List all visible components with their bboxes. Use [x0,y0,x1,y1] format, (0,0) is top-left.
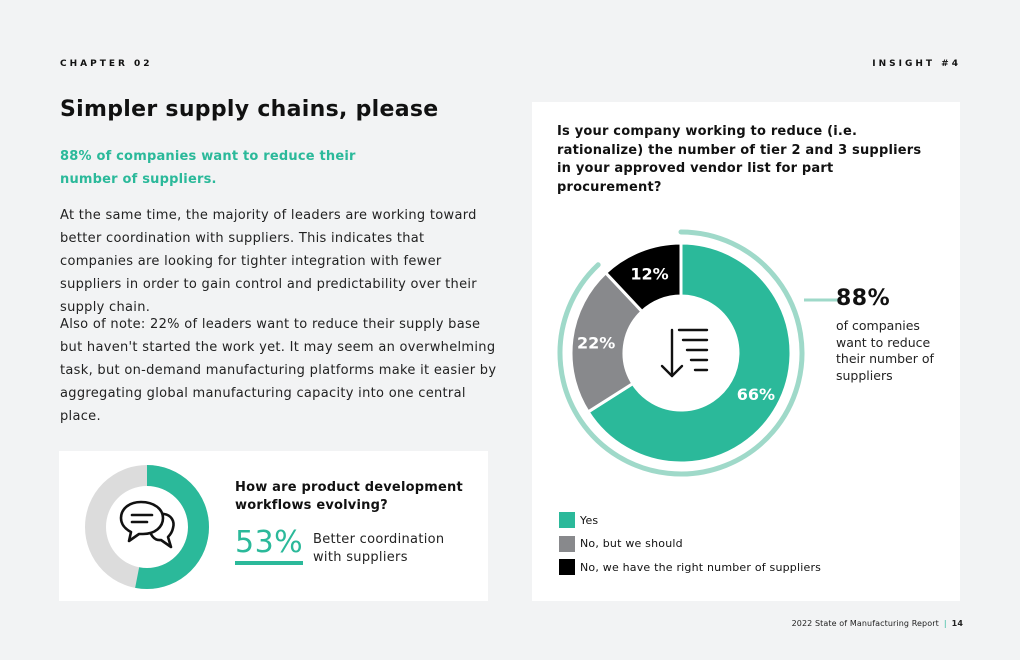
chart-legend [559,512,821,583]
body-paragraph-1: At the same time, the majority of leaders are working toward better coordination with suppliers. This indicates that companies are looking for tighter integration with fewer suppliers in order to gain control and predictability over their supply chain. [60,208,477,315]
supplier-chart-card [532,102,960,601]
slice-no-right-number-label: 12% [630,264,669,284]
chat-bubbles-icon [121,502,174,547]
donut-slices [571,243,791,463]
mini-donut-chart [85,465,209,589]
callout-text: of companies want to reduce their number of suppliers [836,318,934,383]
workflow-label: Better coordination with suppliers [313,532,445,565]
page-footer: 2022 State of Manufacturing Report | 14 [791,619,963,628]
body-paragraph-2: Also of note: 22% of leaders want to reduce their supply base but haven't started the work yet. It may seem an overwhelming task, but on-demand manufacturing platforms make it easier by aggregating global manufacturing capacity into one central place. [60,317,497,424]
legend-swatch-yes [559,512,575,528]
legend-item-no-but-should [559,536,821,552]
legend-label-yes: Yes [580,513,599,527]
workflow-percent: 53% [235,525,303,565]
chapter-label: CHAPTER 02 [60,59,153,69]
page-title: Simpler supply chains, please [60,97,439,122]
sort-list-icon [662,330,707,376]
page-number: 14 [951,619,963,628]
workflow-question: How are product development workflows evolving? [235,480,463,513]
chart-question: Is your company working to reduce (i.e. rationalize) the number of tier 2 and 3 suppliers in your approved vendor list for part procurement? [557,124,922,195]
legend-item-yes [559,512,821,528]
footer-report: 2022 State of Manufacturing Report [791,619,939,628]
insight-label: INSIGHT #4 [872,59,961,69]
subhead: 88% of companies want to reduce their number of suppliers. [60,149,356,187]
slice-no-but-should-label: 22% [577,333,616,353]
legend-swatch-no-but-should [559,536,575,552]
workflow-card [59,451,488,601]
legend-label-no-but-should: No, but we should [580,537,683,550]
slice-yes-label: 66% [736,385,776,405]
callout-percent: 88% [836,286,891,311]
supplier-donut-chart [552,227,852,482]
legend-label-no-right-number: No, we have the right number of suppliers [580,560,822,574]
legend-swatch-no-right-number [559,559,575,575]
legend-item-no-right-number [559,559,821,575]
